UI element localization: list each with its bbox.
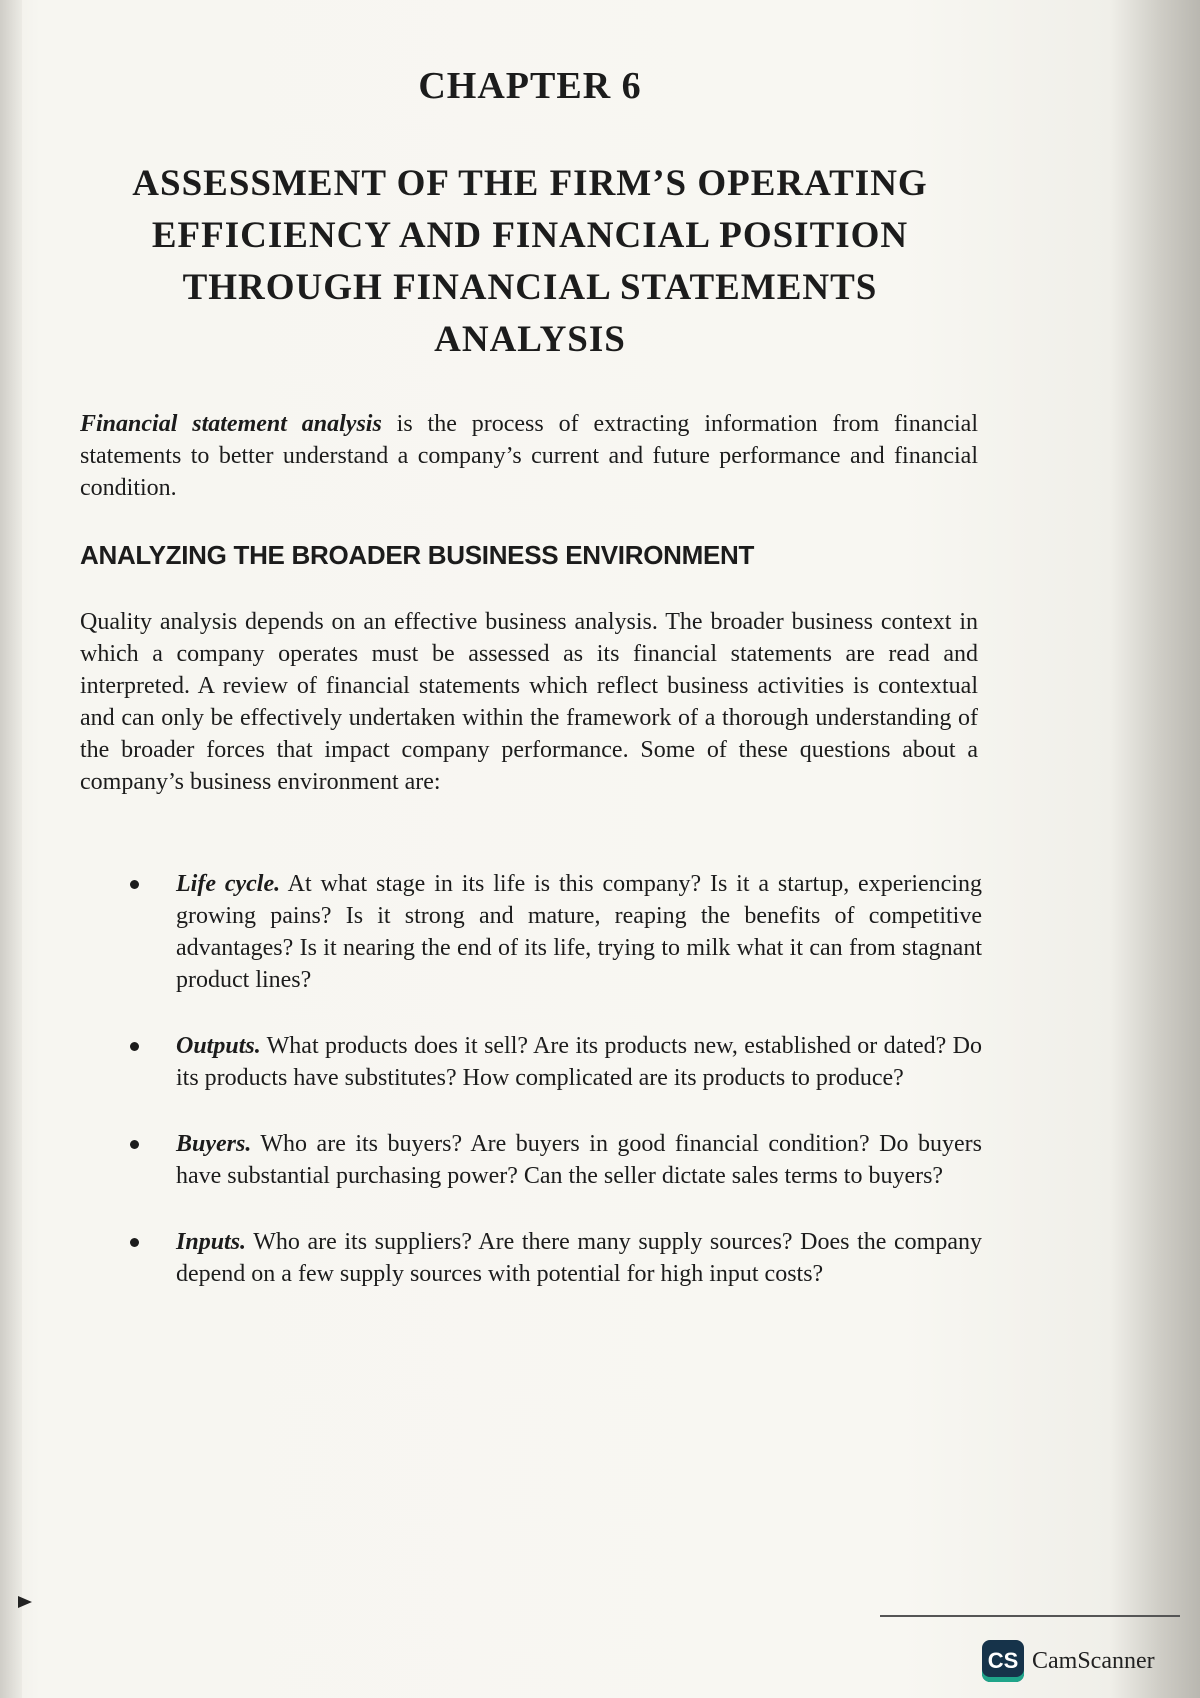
bullet-term: Inputs. bbox=[176, 1229, 247, 1255]
bullet-text: At what stage in its life is this company? Is it a startup, experiencing growing pains? Is it strong and mature, reaping the benefits of competitive advantages? Is it nearing the end of its life, trying to milk what it can from stagnant product lines? bbox=[176, 871, 982, 993]
intro-term: Financial statement analysis bbox=[80, 411, 382, 437]
chapter-title bbox=[60, 158, 1000, 366]
chapter-title-line: ANALYSIS bbox=[434, 319, 626, 360]
chapter-title-line: THROUGH FINANCIAL STATEMENTS bbox=[182, 267, 878, 308]
chapter-title-line: EFFICIENCY AND FINANCIAL POSITION bbox=[151, 215, 909, 256]
bullet-term: Outputs. bbox=[176, 1033, 261, 1059]
page-bottom-rule bbox=[880, 1615, 1180, 1617]
chapter-label: CHAPTER 6 bbox=[418, 65, 642, 107]
bullet-text: Who are its suppliers? Are there many supply sources? Does the company depend on a few supply sources with potential for high input costs? bbox=[176, 1229, 982, 1287]
list-item bbox=[120, 1226, 982, 1290]
intro-text: is the process of extracting information from financial statements to better understand a company’s current and future performance and financial condition. bbox=[80, 411, 978, 501]
bullet-icon bbox=[130, 880, 139, 889]
list-item bbox=[120, 1030, 982, 1094]
list-item bbox=[120, 1128, 982, 1192]
intro-paragraph bbox=[80, 408, 978, 504]
chapter-title-line: ASSESSMENT OF THE FIRM’S OPERATING bbox=[132, 163, 928, 204]
page-left-edge-shadow bbox=[0, 0, 22, 1698]
section-heading: ANALYZING THE BROADER BUSINESS ENVIRONMENT bbox=[80, 540, 755, 570]
bullet-icon bbox=[130, 1238, 139, 1247]
bullet-term: Buyers. bbox=[176, 1131, 252, 1157]
camscanner-logo-icon: CS bbox=[982, 1640, 1024, 1682]
bullet-icon bbox=[130, 1140, 139, 1149]
bullet-text: Who are its buyers? Are buyers in good financial condition? Do buyers have substantial purchasing power? Can the seller dictate sales terms to buyers? bbox=[176, 1131, 982, 1189]
camscanner-watermark bbox=[982, 1640, 1155, 1682]
bullet-term: Life cycle. bbox=[176, 871, 281, 897]
scan-corner-mark bbox=[18, 1596, 32, 1608]
list-item bbox=[120, 868, 982, 996]
camscanner-name: CamScanner bbox=[1032, 1647, 1155, 1674]
question-list bbox=[120, 868, 982, 1324]
bullet-icon bbox=[130, 1042, 139, 1051]
section-paragraph: Quality analysis depends on an effective business analysis. The broader business context in which a company operates must be assessed as its financial statements are read and interpreted. A review of financial statements which reflect business activities is contextual and can only be effectively undertaken within the framework of a thorough understanding of the broader forces that impact company performance. Some of these questions about a company’s business environment are: bbox=[80, 609, 978, 795]
bullet-text: What products does it sell? Are its products new, established or dated? Do its products have substitutes? How complicated are its products to produce? bbox=[176, 1033, 982, 1091]
